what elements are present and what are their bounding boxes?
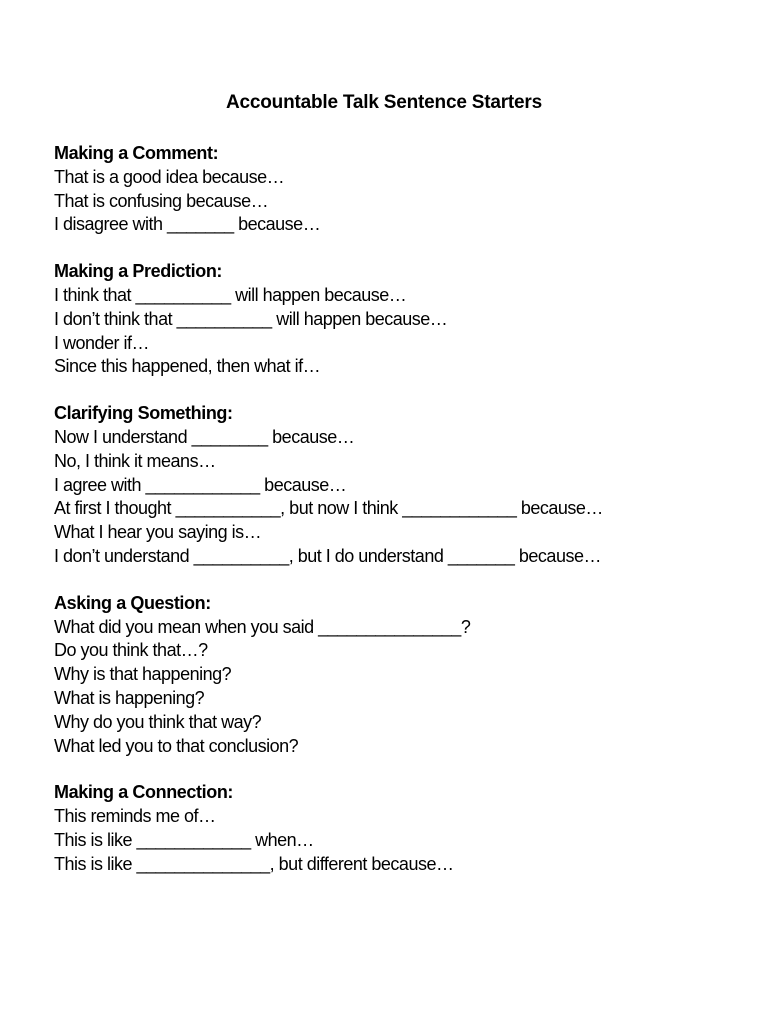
sentence-starter: This is like ____________ when… [54, 829, 314, 850]
sentence-starter: That is confusing because… [54, 190, 269, 211]
sentence-starter: At first I thought ___________, but now I think ____________ because… [54, 498, 603, 519]
section-heading: Making a Comment: [54, 143, 219, 163]
sentence-starter: I wonder if… [54, 332, 150, 353]
sentence-starter: Since this happened, then what if… [54, 356, 321, 377]
section-clarifying-something [54, 402, 734, 569]
sentence-starter: What led you to that conclusion? [54, 735, 299, 756]
sentence-starter: I don’t understand __________, but I do understand _______ because… [54, 545, 601, 566]
sentence-starter: That is a good idea because… [54, 166, 285, 187]
sentence-starter: No, I think it means… [54, 450, 216, 471]
page-title: Accountable Talk Sentence Starters [226, 92, 542, 113]
sentence-starter: Why is that happening? [54, 664, 232, 685]
sentence-starter: I disagree with _______ because… [54, 214, 321, 235]
sentence-starter: What did you mean when you said _______________? [54, 616, 471, 637]
sentence-starter: Do you think that…? [54, 640, 208, 661]
sentence-starter: I agree with ____________ because… [54, 474, 347, 495]
section-heading: Clarifying Something: [54, 403, 233, 424]
document-body [54, 142, 734, 900]
sentence-starter: I don’t think that __________ will happen because… [54, 308, 448, 329]
section-asking-a-question [54, 592, 734, 759]
section-making-a-prediction [54, 260, 734, 379]
section-heading: Making a Prediction: [54, 261, 223, 282]
section-heading: Making a Connection: [54, 782, 234, 803]
section-making-a-comment [54, 142, 734, 237]
sentence-starter: Now I understand ________ because… [54, 426, 355, 447]
sentence-starter: This is like ______________, but different because… [54, 853, 454, 874]
sentence-starter: What I hear you saying is… [54, 522, 262, 543]
section-making-a-connection [54, 781, 734, 876]
section-heading: Asking a Question: [54, 592, 211, 613]
sentence-starter: What is happening? [54, 687, 205, 708]
sentence-starter: I think that __________ will happen because… [54, 284, 407, 305]
sentence-starter: This reminds me of… [54, 806, 216, 827]
sentence-starter: Why do you think that way? [54, 711, 262, 732]
